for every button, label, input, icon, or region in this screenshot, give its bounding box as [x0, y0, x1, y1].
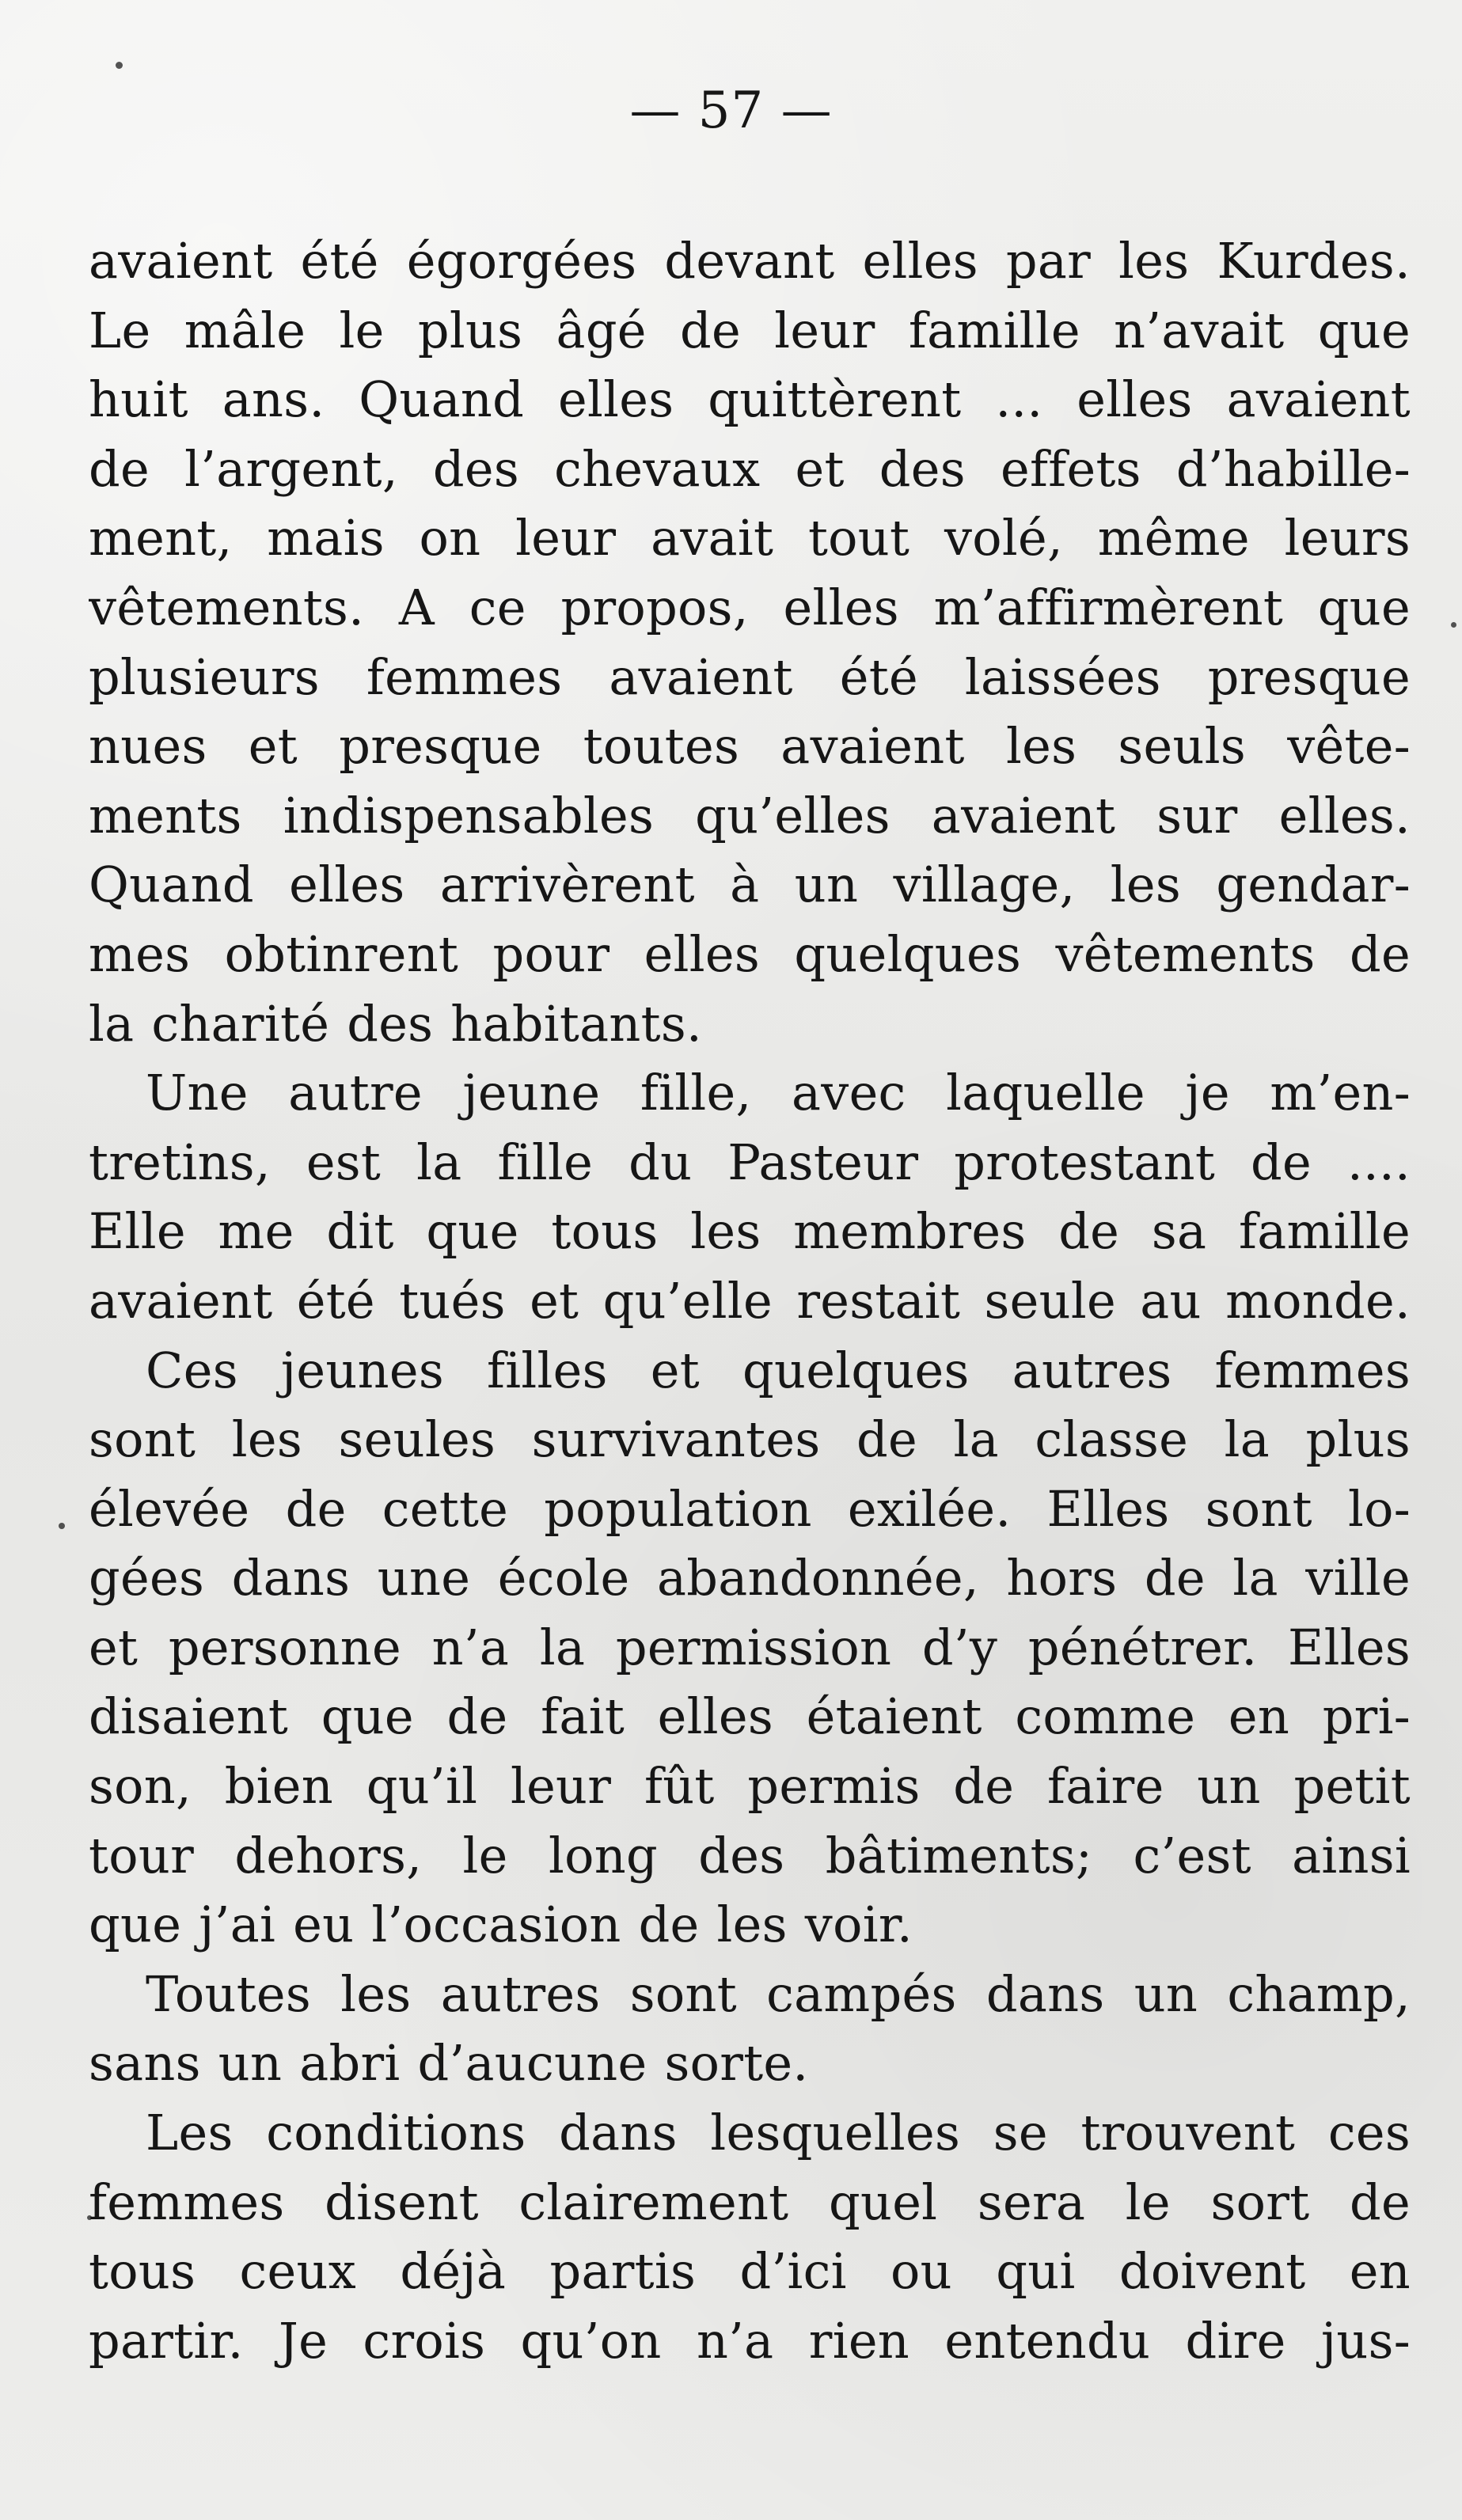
text-line: Le mâle le plus âgé de leur famille n’avait que	[89, 301, 1411, 359]
text-line: de l’argent, des chevaux et des effets d’habille-	[89, 439, 1411, 498]
text-line: vêtements. A ce propos, elles m’affirmèrent que	[89, 578, 1411, 636]
text-line: la charité des habitants.	[89, 994, 702, 1053]
text-line: avaient été tués et qu’elle restait seule au monde.	[89, 1271, 1411, 1330]
text-line: tour dehors, le long des bâtiments; c’est ainsi	[89, 1826, 1411, 1884]
text-line: Ces jeunes filles et quelques autres femmes	[146, 1341, 1411, 1399]
text-line: Les conditions dans lesquelles se trouvent ces	[146, 2104, 1411, 2162]
text-line: mes obtinrent pour elles quelques vêtements de	[89, 924, 1411, 983]
text-line: sont les seules survivantes de la classe la plus	[89, 1410, 1411, 1469]
text-line: ments indispensables qu’elles avaient sur elles.	[89, 786, 1411, 844]
text-line: Elle me dit que tous les membres de sa famille	[89, 1202, 1411, 1261]
text-line: femmes disent clairement quel sera le sort de	[89, 2173, 1411, 2231]
page-speck	[1451, 622, 1456, 628]
text-line: sans un abri d’aucune sorte.	[89, 2034, 809, 2093]
page-speck	[116, 62, 123, 69]
text-line: Une autre jeune fille, avec laquelle je m’en-	[146, 1064, 1411, 1122]
text-line: plusieurs femmes avaient été laissées presque	[89, 647, 1411, 706]
text-line: gées dans une école abandonnée, hors de la ville	[89, 1549, 1411, 1607]
text-line: et personne n’a la permission d’y pénétrer. Elles	[89, 1618, 1411, 1676]
text-line: élevée de cette population exilée. Elles sont lo-	[89, 1479, 1411, 1538]
text-line: partir. Je crois qu’on n’a rien entendu dire jus-	[89, 2311, 1411, 2370]
text-line: que j’ai eu l’occasion de les voir.	[89, 1896, 913, 1954]
text-line: tous ceux déjà partis d’ici ou qui doivent en	[89, 2242, 1411, 2301]
text-line: tretins, est la fille du Pasteur protestant de ....	[89, 1133, 1411, 1191]
page-number: — 57 —	[629, 82, 833, 140]
page-speck	[59, 1523, 65, 1529]
text-line: avaient été égorgées devant elles par les Kurdes.	[89, 232, 1411, 290]
text-line: huit ans. Quand elles quittèrent ... elles avaient	[89, 370, 1411, 429]
text-line: nues et presque toutes avaient les seuls vête-	[89, 717, 1411, 776]
text-line: disaient que de fait elles étaient comme en pri-	[89, 1687, 1411, 1746]
text-line: ment, mais on leur avait tout volé, même leurs	[89, 509, 1411, 567]
text-line: Toutes les autres sont campés dans un champ,	[146, 1964, 1411, 2023]
text-line: son, bien qu’il leur fût permis de faire un petit	[89, 1757, 1411, 1816]
body-text	[89, 226, 1411, 2375]
text-line: Quand elles arrivèrent à un village, les gendar-	[89, 856, 1411, 914]
